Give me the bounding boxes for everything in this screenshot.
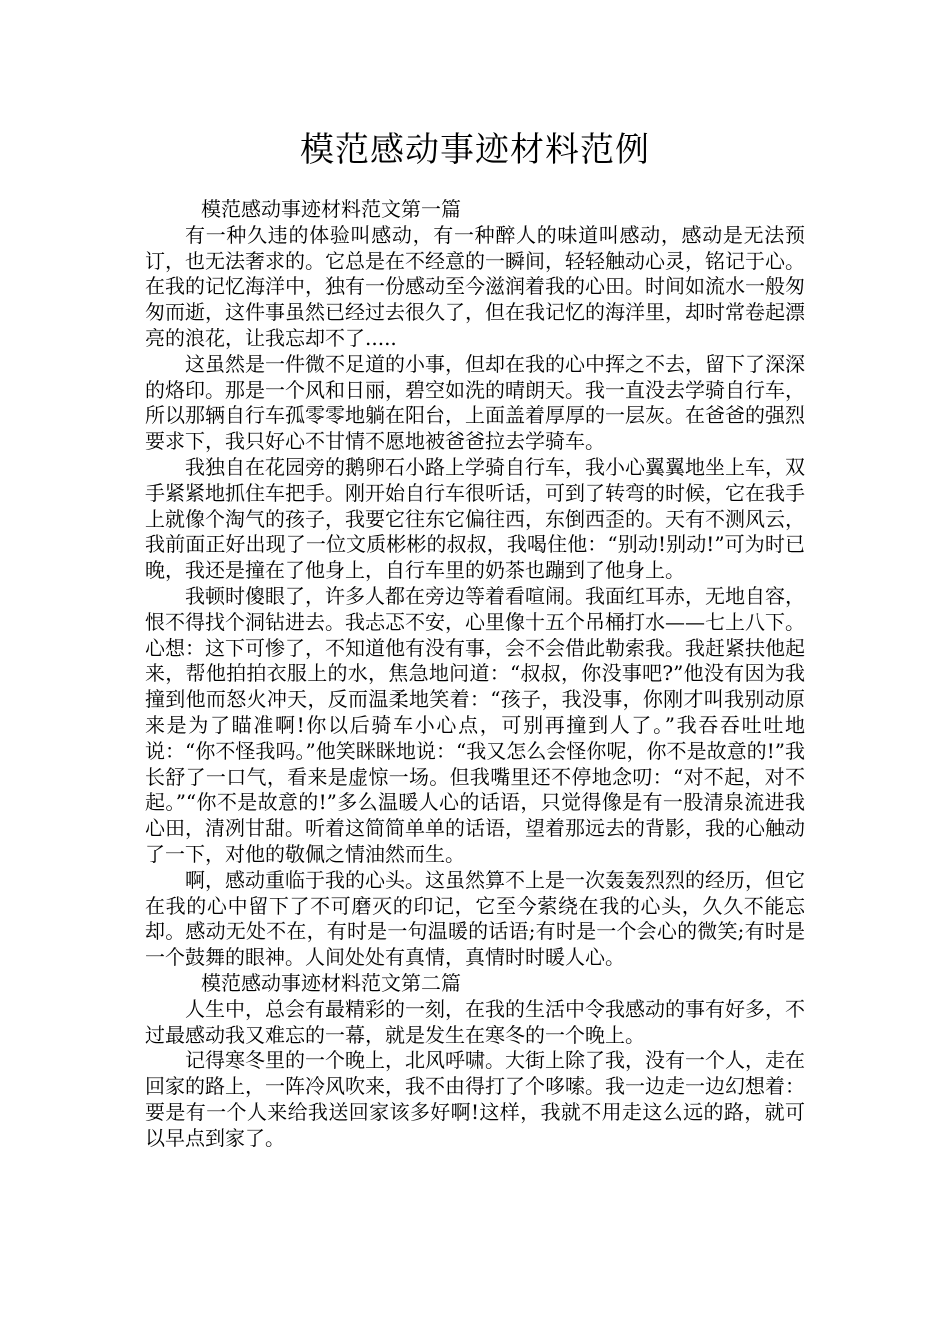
document-body [145,197,805,1151]
paragraph: 啊，感动重临于我的心头。这虽然算不上是一次轰轰烈烈的经历，但它在我的心中留下了不可磨灭的印记，它至今萦绕在我的心头，久久不能忘却。感动无处不在，有时是一句温暖的话语;有时是一个会心的微笑;有时是一个鼓舞的眼神。人间处处有真情，真情时时暖人心。 [145,867,805,970]
paragraph: 有一种久违的体验叫感动，有一种醉人的味道叫感动，感动是无法预订，也无法奢求的。它总是在不经意的一瞬间，轻轻触动心灵，铭记于心。在我的记忆海洋中，独有一份感动至今滋润着我的心田。时间如流水一般匆匆而逝，这件事虽然已经过去很久了，但在我记忆的海洋里，却时常卷起漂亮的浪花，让我忘却不了..... [145,222,805,350]
page-title: 模范感动事迹材料范例 [300,130,650,170]
paragraph: 我顿时傻眼了，许多人都在旁边等着看喧闹。我面红耳赤，无地自容，恨不得找个洞钻进去。我忐忑不安，心里像十五个吊桶打水——七上八下。心想：这下可惨了，不知道他有没有事，会不会借此勒索我。我赶紧扶他起来，帮他拍拍衣服上的水，焦急地问道：“叔叔，你没事吧?”他没有因为我撞到他而怒火冲天，反而温柔地笑着：“孩子，我没事，你刚才叫我别动原来是为了瞄准啊!你以后骑车小心点，可别再撞到人了。”我吞吞吐吐地说：“你不怪我吗。”他笑眯眯地说：“我又怎么会怪你呢，你不是故意的!”我长舒了一口气，看来是虚惊一场。但我嘴里还不停地念叨：“对不起，对不起。”“你不是故意的!”多么温暖人心的话语，只觉得像是有一股清泉流进我心田，清冽甘甜。听着这简简单单的话语，望着那远去的背影，我的心触动了一下，对他的敬佩之情油然而生。 [145,583,805,866]
section-heading-2: 模范感动事迹材料范文第二篇 [201,970,461,995]
paragraph: 这虽然是一件微不足道的小事，但却在我的心中挥之不去，留下了深深的烙印。那是一个风和日丽，碧空如洗的晴朗天。我一直没去学骑自行车，所以那辆自行车孤零零地躺在阳台，上面盖着厚厚的一层灰。在爸爸的强烈要求下，我只好心不甘情不愿地被爸爸拉去学骑车。 [145,351,805,454]
section-heading-1: 模范感动事迹材料范文第一篇 [201,197,461,221]
paragraph: 我独自在花园旁的鹅卵石小路上学骑自行车，我小心翼翼地坐上车，双手紧紧地抓住车把手。刚开始自行车很听话，可到了转弯的时候，它在我手上就像个淘气的孩子，我要它往东它偏往西，东倒西歪的。天有不测风云，我前面正好出现了一位文质彬彬的叔叔，我喝住他：“别动!别动!”可为时已晚，我还是撞在了他身上，自行车里的奶茶也蹦到了他身上。 [145,454,805,583]
paragraph: 人生中，总会有最精彩的一刻，在我的生活中令我感动的事有好多，不过最感动我又难忘的一幕，就是发生在寒冬的一个晚上。 [145,996,805,1047]
paragraph: 记得寒冬里的一个晚上，北风呼啸。大街上除了我，没有一个人，走在回家的路上，一阵冷风吹来，我不由得打了个哆嗦。我一边走一边幻想着：要是有一个人来给我送回家该多好啊!这样，我就不用走这么远的路，就可以早点到家了。 [145,1048,805,1150]
